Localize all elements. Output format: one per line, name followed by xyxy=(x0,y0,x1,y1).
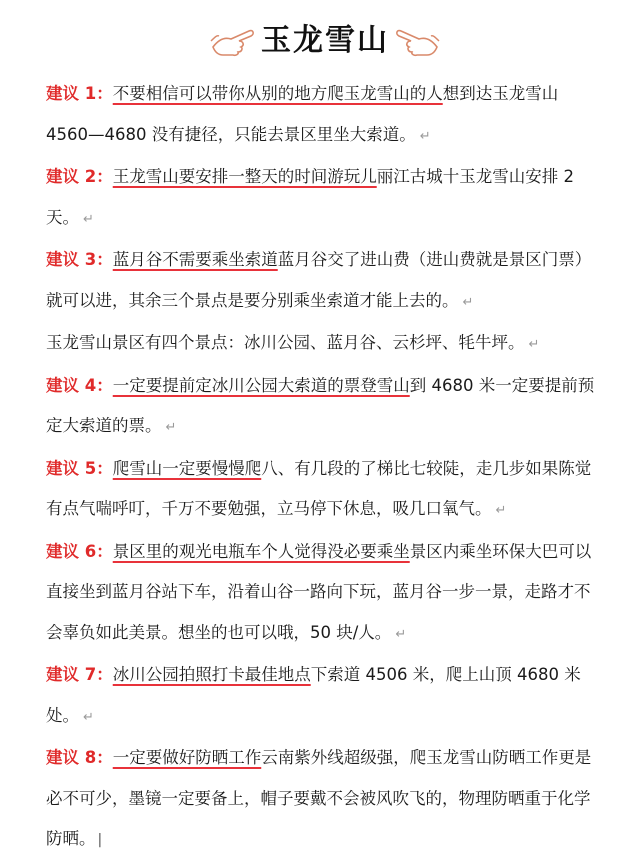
suggestion-label: 建议 1： xyxy=(46,84,113,103)
title-row xyxy=(46,0,604,74)
suggestion-8 xyxy=(46,738,604,861)
suggestion-1 xyxy=(46,74,604,157)
suggestion-list xyxy=(46,74,604,861)
suggestion-text: 丽江古城十玉龙雪山安排 2 天。 xyxy=(46,167,574,227)
suggestion-highlight: 王龙雪山要安排一整天的时间游玩儿 xyxy=(112,167,377,186)
suggestion-highlight: 不要相信可以带你从别的地方爬玉龙雪山的人 xyxy=(112,84,443,103)
suggestion-5 xyxy=(46,449,604,532)
suggestion-text: 蓝月谷交了进山费（进山费就是景区门票）就可以进，其余三个景点是要分别乘坐索道才能上去的。 xyxy=(46,250,592,310)
paragraph-mark-icon: ↵ xyxy=(528,337,540,352)
paragraph-mark-icon: ↵ xyxy=(495,503,507,518)
suggestion-highlight: 一定要提前定冰川公园大索道的票登雪山 xyxy=(112,375,410,395)
paragraph-mark-icon: ↵ xyxy=(83,211,94,227)
suggestion-7 xyxy=(46,655,604,738)
paragraph-mark-icon: ↵ xyxy=(462,294,474,310)
suggestion-highlight: 一定要做好防晒工作 xyxy=(112,748,262,767)
suggestion-label: 建议 2： xyxy=(46,167,113,186)
page-title: 玉龙雪山 xyxy=(261,23,389,58)
suggestion-text: 想到达玉龙雪山 4560—4680 没有捷径，只能去景区里坐大索道。 xyxy=(46,84,559,144)
suggestion-label: 建议 8： xyxy=(46,748,113,767)
suggestion-label: 建议 5： xyxy=(46,458,113,478)
suggestion-text: 下索道 4506 米，爬上山顶 4680 米处。 xyxy=(46,665,581,725)
suggestion-6 xyxy=(46,532,604,656)
suggestion-3 xyxy=(46,240,604,323)
paragraph-mark-icon: ↵ xyxy=(395,626,407,642)
suggestion-text: 到 4680 米一定要提前预定大索道的票。 xyxy=(46,375,595,435)
suggestion-2 xyxy=(46,157,604,240)
suggestion-label: 建议 6： xyxy=(46,541,113,561)
text-cursor-icon: | xyxy=(97,832,103,848)
suggestion-text: 景区内乘坐环保大巴可以直接坐到蓝月谷站下车，沿着山谷一路向下玩，蓝月谷一步一景，走路才不会辜负如此美景。想坐的也可以哦，50 块/人。 xyxy=(46,541,592,642)
suggestion-label: 建议 7： xyxy=(46,665,113,684)
suggestion-text: 八、有几段的了梯比七较陡，走几步如果陈觉有点气喘呼叮，千万不要勉强，立马停下休息，吸几口氧气。 xyxy=(46,458,592,518)
suggestion-label: 建议 3： xyxy=(46,250,113,269)
suggestion-4 xyxy=(46,366,604,449)
pointing-hand-right-icon xyxy=(209,17,255,57)
paragraph-mark-icon: ↵ xyxy=(165,420,177,435)
suggestion-highlight: 冰川公园拍照打卡最佳地点 xyxy=(112,665,311,684)
paragraph-mark-icon: ↵ xyxy=(83,709,94,725)
paragraph-mark-icon: ↵ xyxy=(419,128,431,144)
suggestion-highlight: 蓝月谷不需要乘坐索道 xyxy=(112,250,278,269)
note-text: 玉龙雪山景区有四个景点：冰川公园、蓝月谷、云杉坪、牦牛坪。 xyxy=(46,333,525,352)
suggestion-highlight: 景区里的观光电瓶车个人觉得没必要乘坐 xyxy=(112,541,410,561)
pointing-hand-left-icon xyxy=(395,17,441,57)
suggestion-text: 云南紫外线超级强，爬玉龙雪山防晒工作更是必不可少，墨镜一定要备上，帽子要戴不会被风吹飞的，物理防晒重于化学防晒。 xyxy=(46,748,592,848)
suggestion-label: 建议 4： xyxy=(46,375,113,395)
suggestion-highlight: 爬雪山一定要慢慢爬 xyxy=(112,458,262,478)
scenic-spots-note xyxy=(46,323,604,366)
